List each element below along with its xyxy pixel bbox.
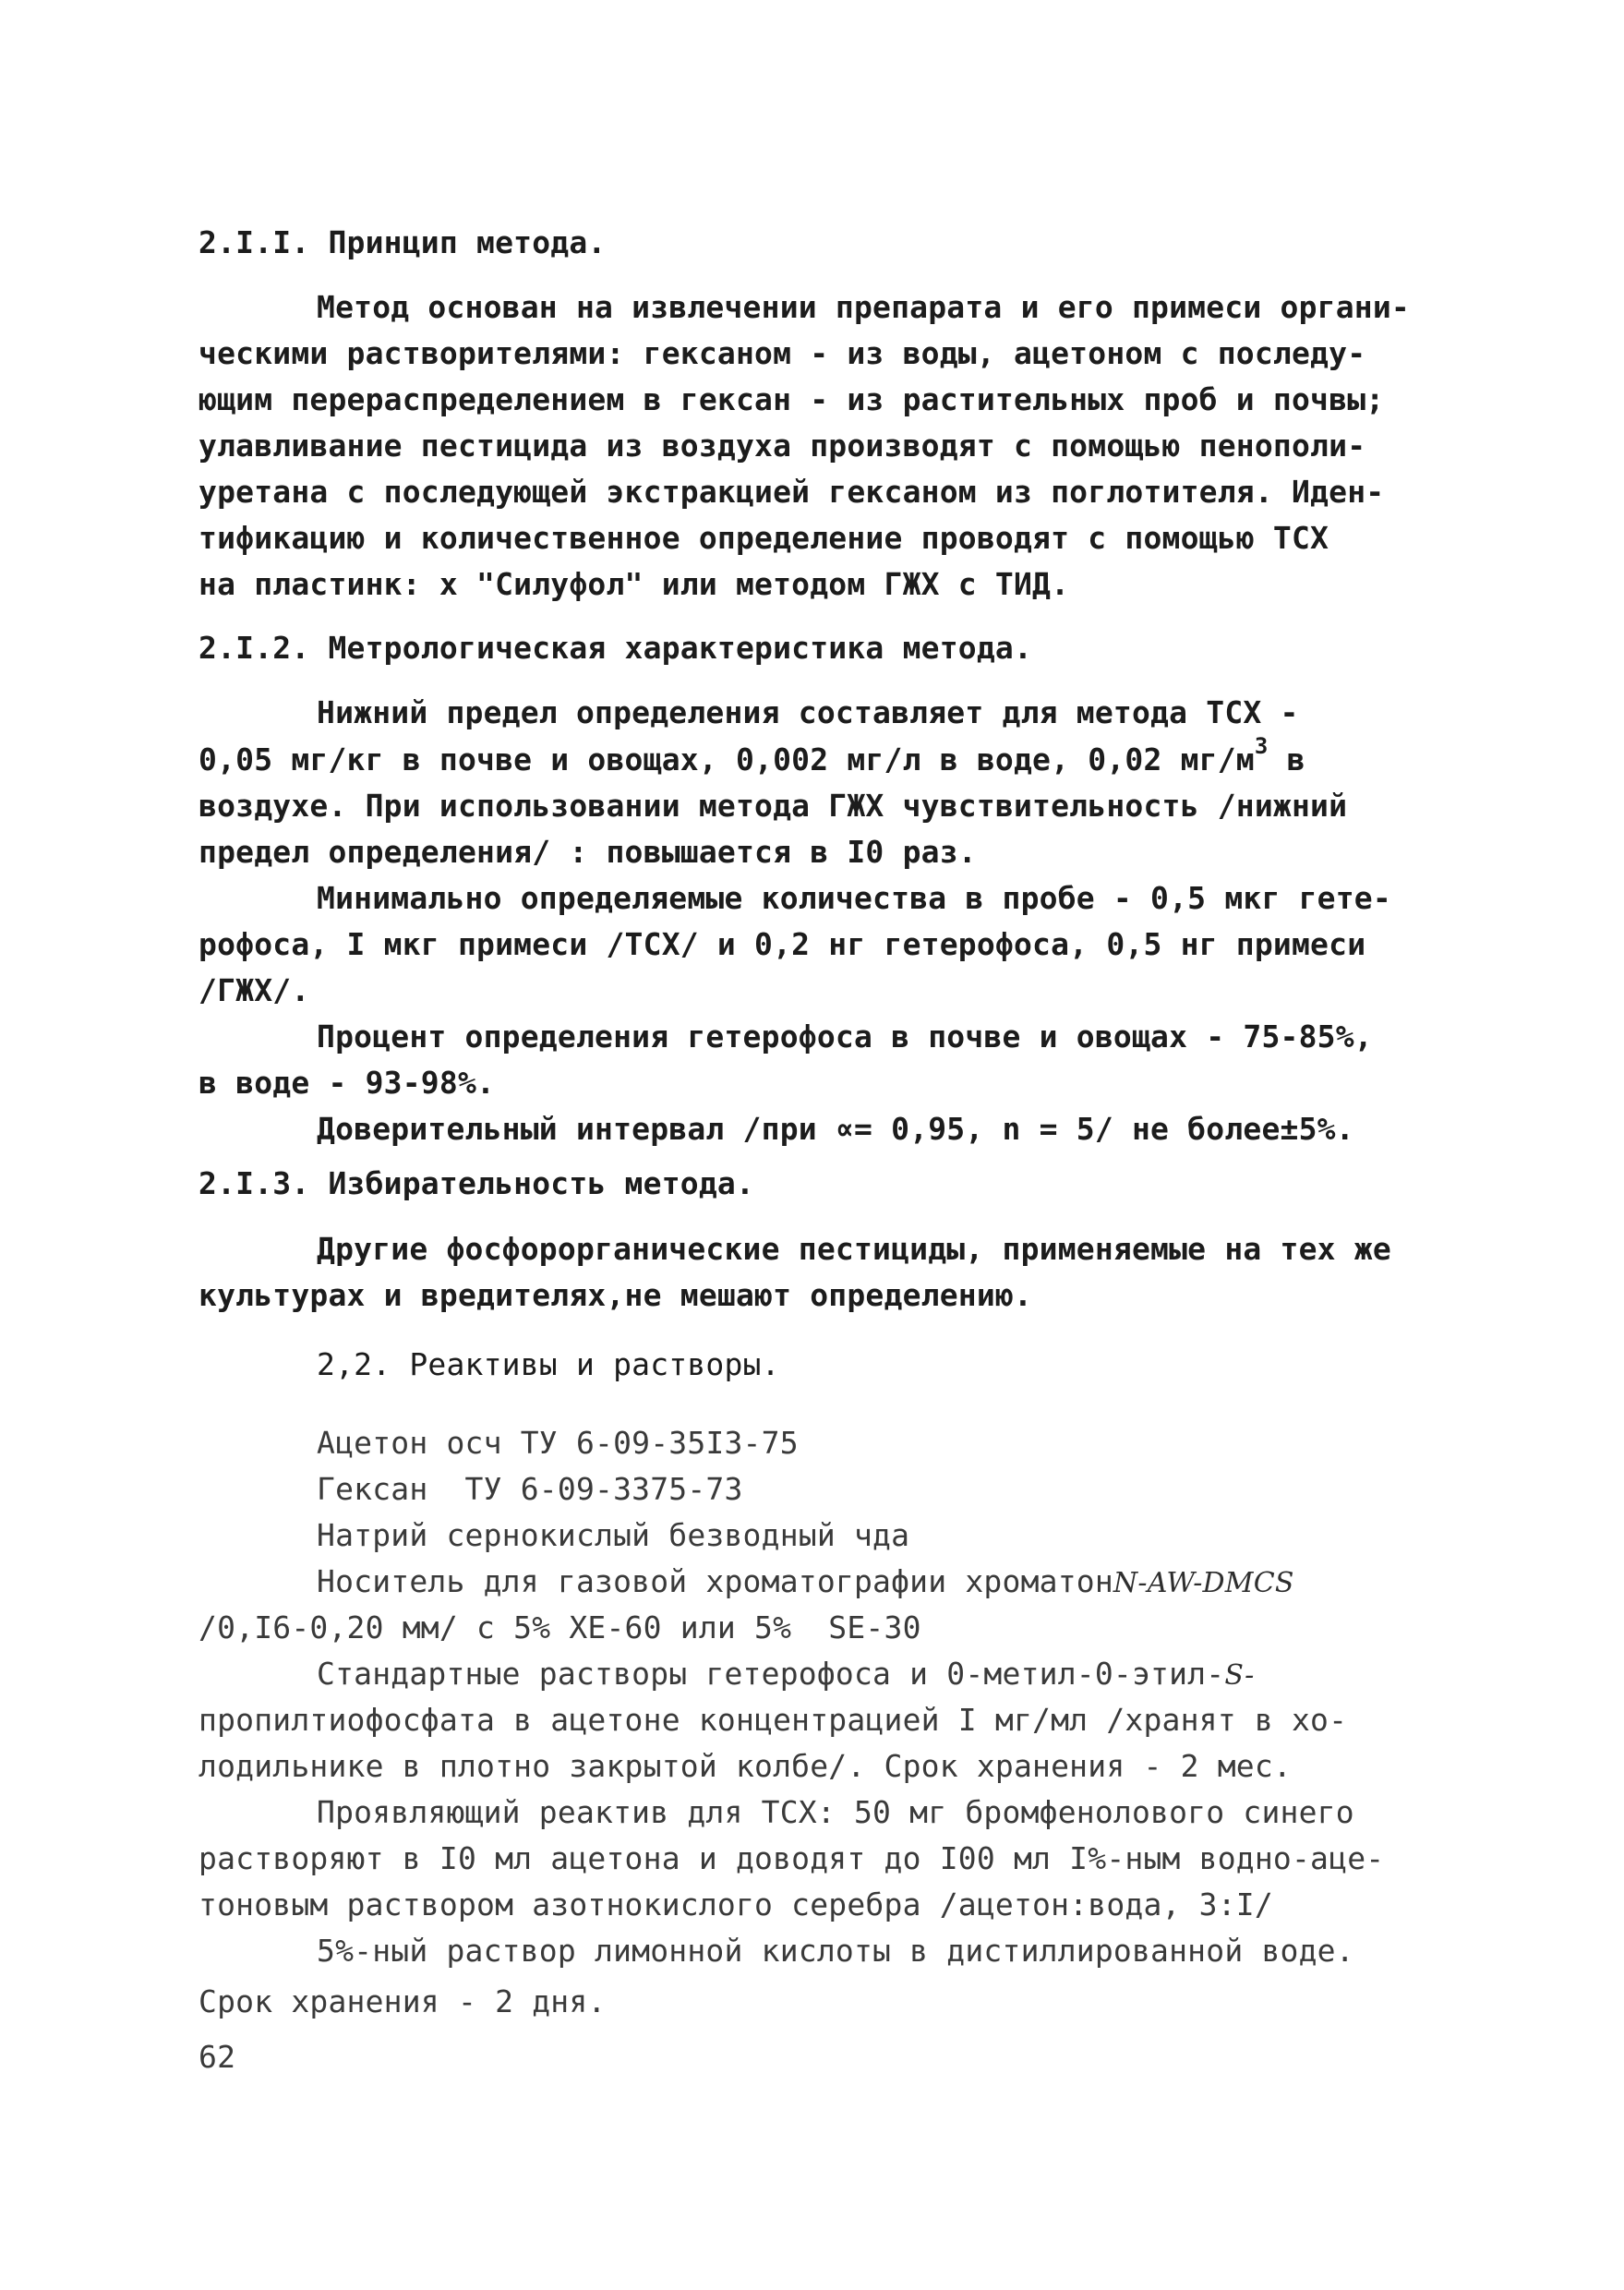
reagent-line: тоновым раствором азотнокислого серебра /ацетон:вода, 3:I/ [198, 1886, 1273, 1922]
paragraph-line: Другие фосфорорганические пестициды, применяемые на тех же [317, 1231, 1391, 1267]
paragraph-line: Метод основан на извлечении препарата и его примеси органи- [317, 289, 1410, 325]
section-heading-2-1-1: 2.I.I. Принцип метода. [198, 224, 607, 260]
paragraph-line: ющим перераспределением в гексан - из растительных проб и почвы; [198, 381, 1385, 417]
superscript: 3 [1254, 733, 1269, 759]
paragraph-line: уретана с последующей экстракцией гексаном из поглотителя. Иден- [198, 474, 1385, 510]
paragraph-line: улавливание пестицида из воздуха производят с помощью пенополи- [198, 428, 1366, 464]
paragraph-line: /ГЖХ/. [198, 972, 310, 1008]
reagent-line [317, 1563, 1294, 1602]
paragraph-line: тификацию и количественное определение проводят с помощью ТСХ [198, 520, 1329, 556]
section-heading-2-2: 2,2. Реактивы и растворы. [317, 1346, 780, 1382]
paragraph-line: предел определения/ : повышается в I0 раз. [198, 834, 977, 870]
reagent-line: 5%-ный раствор лимонной кислоты в дистиллированной воде. [317, 1933, 1354, 1969]
reagent-line: Натрий сернокислый безводный чда [317, 1517, 910, 1553]
reagent-line: растворяют в I0 мл ацетона и доводят до I00 мл I%-ным водно-аце- [198, 1840, 1385, 1876]
reagent-line: Срок хранения - 2 дня. [198, 1983, 607, 2019]
paragraph-line: на пластинк: х "Силуфол" или методом ГЖХ с ТИД. [198, 566, 1070, 602]
paragraph-line: Минимально определяемые количества в пробе - 0,5 мкг гете- [317, 880, 1391, 916]
reagent-line: пропилтиофосфата в ацетоне концентрацией I мг/мл /хранят в хо- [198, 1702, 1348, 1738]
paragraph-line: Нижний предел определения составляет для метода ТСХ - [317, 694, 1299, 730]
paragraph-text: 0,05 мг/кг в почве и овощах, 0,002 мг/л в воде, 0,02 мг/м [198, 741, 1255, 777]
handwritten-annotation: S- [1224, 1659, 1255, 1692]
reagent-line: /0,I6-0,20 мм/ с 5% ХЕ-60 или 5% SE-30 [198, 1609, 921, 1645]
handwritten-annotation: N-AW-DMCS [1113, 1567, 1294, 1599]
paragraph-text: в [1286, 741, 1305, 777]
page-number: 62 [198, 2039, 236, 2075]
reagent-text: Стандартные растворы гетерофоса и 0-метил-0-этил- [317, 1656, 1225, 1692]
paragraph-line [198, 733, 1305, 778]
paragraph-line: Процент определения гетерофоса в почве и овощах - 75-85%, [317, 1018, 1373, 1055]
paragraph-line: в воде - 93-98%. [198, 1065, 496, 1101]
paragraph-line: Доверительный интервал /при ∝= 0,95, n = 5/ не более±5%. [317, 1111, 1354, 1147]
section-heading-2-1-2: 2.I.2. Метрологическая характеристика метода. [198, 630, 1033, 666]
paragraph-line: культурах и вредителях,не мешают определению. [198, 1277, 1033, 1313]
paragraph-line: ческими растворителями: гексаном - из воды, ацетоном с последу- [198, 335, 1366, 371]
paragraph-line: рофоса, I мкг примеси /ТСХ/ и 0,2 нг гетерофоса, 0,5 нг примеси [198, 926, 1366, 962]
paragraph-line: воздухе. При использовании метода ГЖХ чувствительность /нижний [198, 788, 1348, 824]
section-heading-2-1-3: 2.I.3. Избирательность метода. [198, 1165, 755, 1201]
reagent-line: Проявляющий реактив для ТСХ: 50 мг бромфенолового синего [317, 1794, 1354, 1830]
reagent-line [317, 1656, 1255, 1694]
reagent-line: лодильнике в плотно закрытой колбе/. Срок хранения - 2 мес. [198, 1748, 1292, 1784]
reagent-text: Носитель для газовой хроматографии хроматон [317, 1563, 1113, 1599]
reagent-line: Гексан ТУ 6-09-3375-73 [317, 1471, 743, 1507]
reagent-line: Ацетон осч ТУ 6-09-35I3-75 [317, 1425, 799, 1461]
